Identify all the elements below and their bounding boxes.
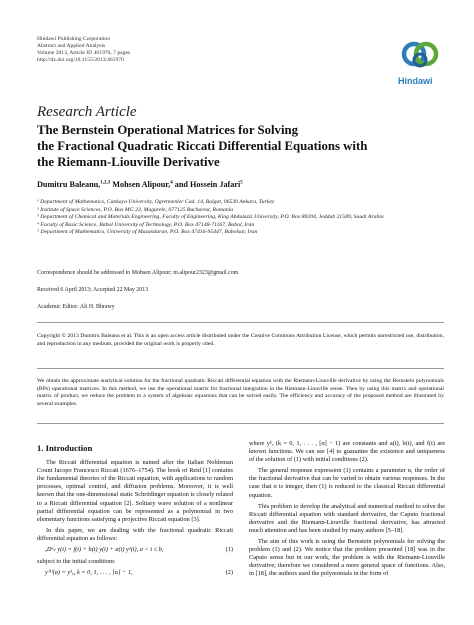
divider [37, 368, 444, 369]
section-heading: 1. Introduction [37, 443, 93, 453]
author-affiliation-mark: 1,2,3 [100, 180, 111, 186]
divider [37, 322, 444, 323]
article-dates: Received 6 April 2013; Accepted 22 May 2013 [37, 287, 149, 293]
affiliation: ⁴ Faculty of Basic Science, Babol University of Technology, P.O. Box 47148-71167, Babol, Iran [37, 221, 255, 228]
author-affiliation-mark: 5 [240, 180, 243, 186]
author-list [37, 180, 243, 189]
affiliation: ⁵ Department of Mathematics, University of Mazandaran, P.O. Box 47416-95447, Babolsar, Iran [37, 229, 258, 236]
title-line: The Bernstein Operational Matrices for Solving [37, 123, 299, 137]
hindawi-logo-text: Hindawi [398, 76, 433, 86]
left-column [37, 444, 233, 581]
paragraph: The Riccati differential equation is named after the Italian Nobleman Count Jacopo Francesco Riccati (1676–1754). The book of Reid [1] contains the fundamental theories of the Riccati equation, with applications to random processes, optimal control, and diffusion problems. Moreover, it is well known that the one-dimensional static Schrödinger equation is closely related to a Riccati differential equation [2]. Solitary wave solution of a nonlinear partial differential equation can be represented as a polynomial in two elementary functions satisfying a projective Riccati equation [3]. [37, 459, 233, 523]
volume-info: Volume 2013, Article ID 461970, 7 pages [37, 50, 131, 56]
article-title [37, 122, 447, 170]
affiliation: ² Institute of Space Sciences, P.O. Box MG 23, Magurele, 077125 Bucharest, Romania [37, 206, 234, 213]
divider [37, 423, 444, 424]
paragraph: where yᵏₐ (k = 0, 1, . . . , [α] − 1) are constants and a(t), b(t), and f(t) are known functions. We can see [4] to guarantee the existence and uniqueness of the solution of (1) with initial conditions (2). [249, 440, 445, 464]
equation-2 [37, 569, 233, 577]
affiliations [37, 199, 447, 237]
publisher: Hindawi Publishing Corporation [37, 36, 111, 42]
affiliation: ³ Department of Chemical and Materials Engineering, Faculty of Engineering, King Abdulaziz University, P.O. Box 80204, Jeddah 21589, Saudi Arabia [37, 214, 384, 221]
title-line: the Fractional Quadratic Riccati Differential Equations with [37, 139, 368, 153]
equation-number: (2) [225, 569, 233, 577]
publication-info [37, 36, 130, 64]
abstract: We obtain the approximate analytical solution for the fractional quadratic Riccati differential equation with the Riemann-Liouville derivative by using the Bernstein polynomials (BPs) operational matrices. In this method, we use the operational matrix for fractional integration in the Riemann-Liouville sense. Then by using this matrix and operational matrix of product, we reduce the problem to a system of algebraic equations that can be solved easily. The efficiency and accuracy of the proposed method are illustrated by several examples. [37, 378, 444, 407]
equation-1 [37, 546, 233, 554]
paragraph: In this paper, we are dealing with the fractional quadratic Riccati differential equation as follows: [37, 526, 233, 542]
author-name: Mohsen Alipour, [112, 180, 171, 189]
copyright-notice: Copyright © 2013 Dumitru Baleanu et al. This is an open access article distributed under the Creative Commons Attribution License, which permits unrestricted use, distribution, and reproduction in any medium, provided the original work is properly cited. [37, 333, 444, 347]
doi-link[interactable]: http://dx.doi.org/10.1155/2013/461970 [37, 57, 124, 63]
title-line: the Riemann-Liouville Derivative [37, 155, 220, 169]
equation-body: ₐDᵅₜ y(t) = f(t) + b(t) y(t) + a(t) y²(t), a < t ≤ b, [45, 546, 164, 554]
equation-body: y⁽ᵏ⁾(a) = yᵏₐ, k = 0, 1, . . . , [α] − 1, [45, 569, 133, 577]
author-name: and Hossein Jafari [174, 180, 241, 189]
affiliation: ¹ Department of Mathematics, Cankaya University, Ogretmenler Cad. 14, Balgat, 06530 Ankara, Turkey [37, 199, 275, 205]
academic-editor: Academic Editor: Ali H. Bhrawy [37, 304, 115, 310]
equation-number: (1) [225, 546, 233, 554]
journal-name: Abstract and Applied Analysis [37, 43, 106, 49]
author-name: Dumitru Baleanu, [37, 180, 101, 189]
correspondence: Correspondence should be addressed to Mohsen Alipour; m.alipour2323@gmail.com [37, 270, 239, 276]
paragraph: This problem to develop the analytical and numerical method to solve the Riccati differential equation with standard derivative, the Caputo fractional derivative and the Riemann-Liouville fractional derivative, has attracted much attention and has been studied by many authors [5–18]. [249, 502, 445, 534]
paragraph: subject to the initial conditions [37, 558, 115, 566]
right-column [249, 440, 445, 582]
author-affiliation-mark: 4 [170, 180, 173, 186]
paragraph: The general response expression (1) contains a parameter α, the order of the fractional derivative that can be varied to obtain various responses. In the case that α is integer, then (1) is reduced to the classical Riccati differential equation. [249, 467, 445, 499]
article-type: Research Article [37, 104, 137, 120]
paragraph: The aim of this work is using the Bernstein polynomials for solving the problem (1) and (2). We notice that the problem presented [18] was in the Caputo sense but in our work, the problem is with the Riemann-Liouville derivative; therefore we considered a more general space of functions. Also, in [18], the authors used the polynomials in the form of [249, 538, 445, 578]
